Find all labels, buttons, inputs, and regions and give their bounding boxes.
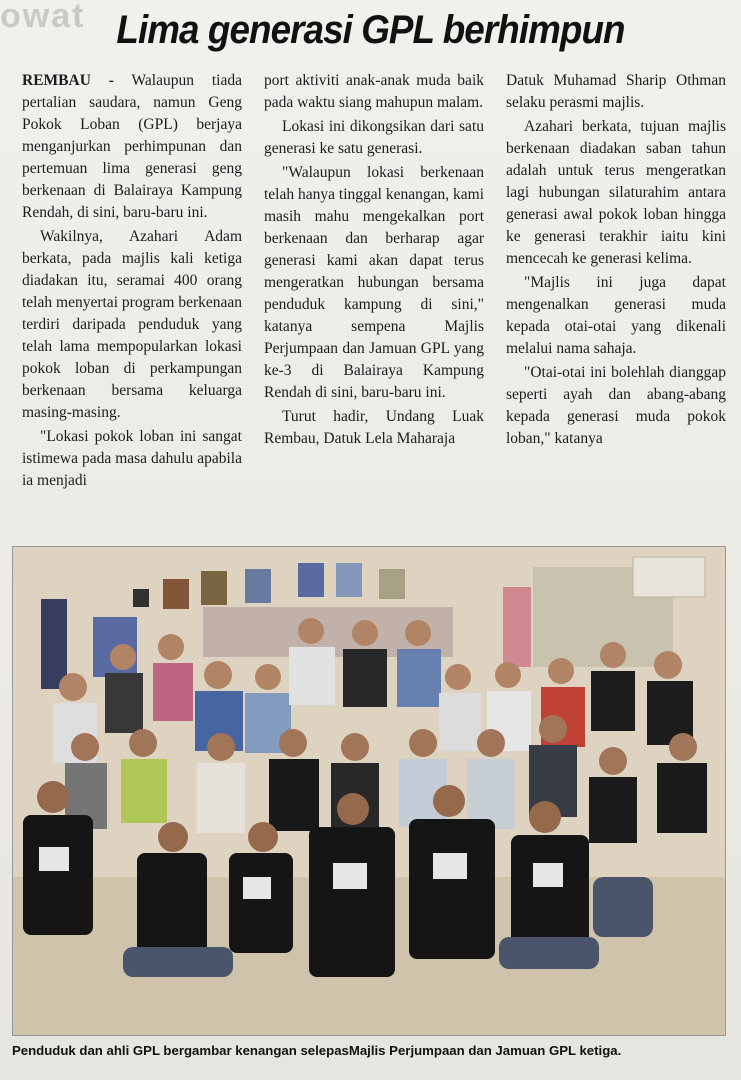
paragraph: port aktiviti anak-anak muda baik pada waktu siang mahupun malam. [264,72,484,111]
headline: Lima generasi GPL berhimpun [116,8,625,52]
paragraph: REMBAU - Walaupun tiada pertalian saudara, namun Geng Pokok Loban (GPL) berjaya menganjurkan perhimpunan dan pertemuan lima generasi geng berkenaan di Balairaya Kampung Rendah, di sini, baru-baru ini. [22,72,242,221]
paragraph: Datuk Muhamad Sharip Othman selaku perasmi majlis. [506,72,726,111]
paragraph: "Walaupun lokasi berkenaan telah hanya tinggal kenangan, kami masih mahu mengekalkan port berkenaan dan berharap agar generasi kami akan dapat terus mengeratkan hubungan bersama penduduk kampung di sini," katanya sempena Majlis Perjumpaan dan Jamuan GPL yang ke-3 di Balairaya Kampung Rendah di sini, baru-baru ini. [264,164,484,401]
paragraph: "Otai-otai ini bolehlah dianggap seperti ayah dan abang-abang kepada generasi muda pokok loban," katanya [506,364,726,447]
article-column-1 [22,70,242,540]
group-photo [12,546,726,1036]
masthead-fragment: owat [0,0,86,32]
paragraph: Wakilnya, Azahari Adam berkata, pada majlis kali ketiga diadakan itu, seramai 400 orang telah menyertai program berkenaan terdiri daripada penduduk yang telah lama mempopularkan lokasi pokok loban di perkampungan berkenaan bersama keluarga masing-masing. [22,228,242,421]
dateline: REMBAU - [22,72,114,89]
article-body [22,70,727,540]
paragraph: "Lokasi pokok loban ini sangat istimewa pada masa dahulu apabila ia menjadi [22,428,242,489]
article-column-3 [506,70,726,540]
article-column-2 [264,70,484,540]
paragraph: Lokasi ini dikongsikan dari satu generasi ke satu generasi. [264,118,484,157]
paragraph: Turut hadir, Undang Luak Rembau, Datuk Lela Maharaja [264,408,484,447]
paragraph: Azahari berkata, tujuan majlis berkenaan diadakan saban tahun adalah untuk terus mengeratkan lagi hubungan silaturahim antara generasi awal pokok loban hingga ke generasi terakhir iaitu kini mencecah ke generasi kelima. [506,118,726,267]
photo-caption: Penduduk dan ahli GPL bergambar kenangan selepasMajlis Perjumpaan dan Jamuan GPL ketiga. [12,1043,622,1058]
paragraph: "Majlis ini juga dapat mengenalkan generasi muda kepada otai-otai yang dikenali melalui nama sahaja. [506,274,726,357]
